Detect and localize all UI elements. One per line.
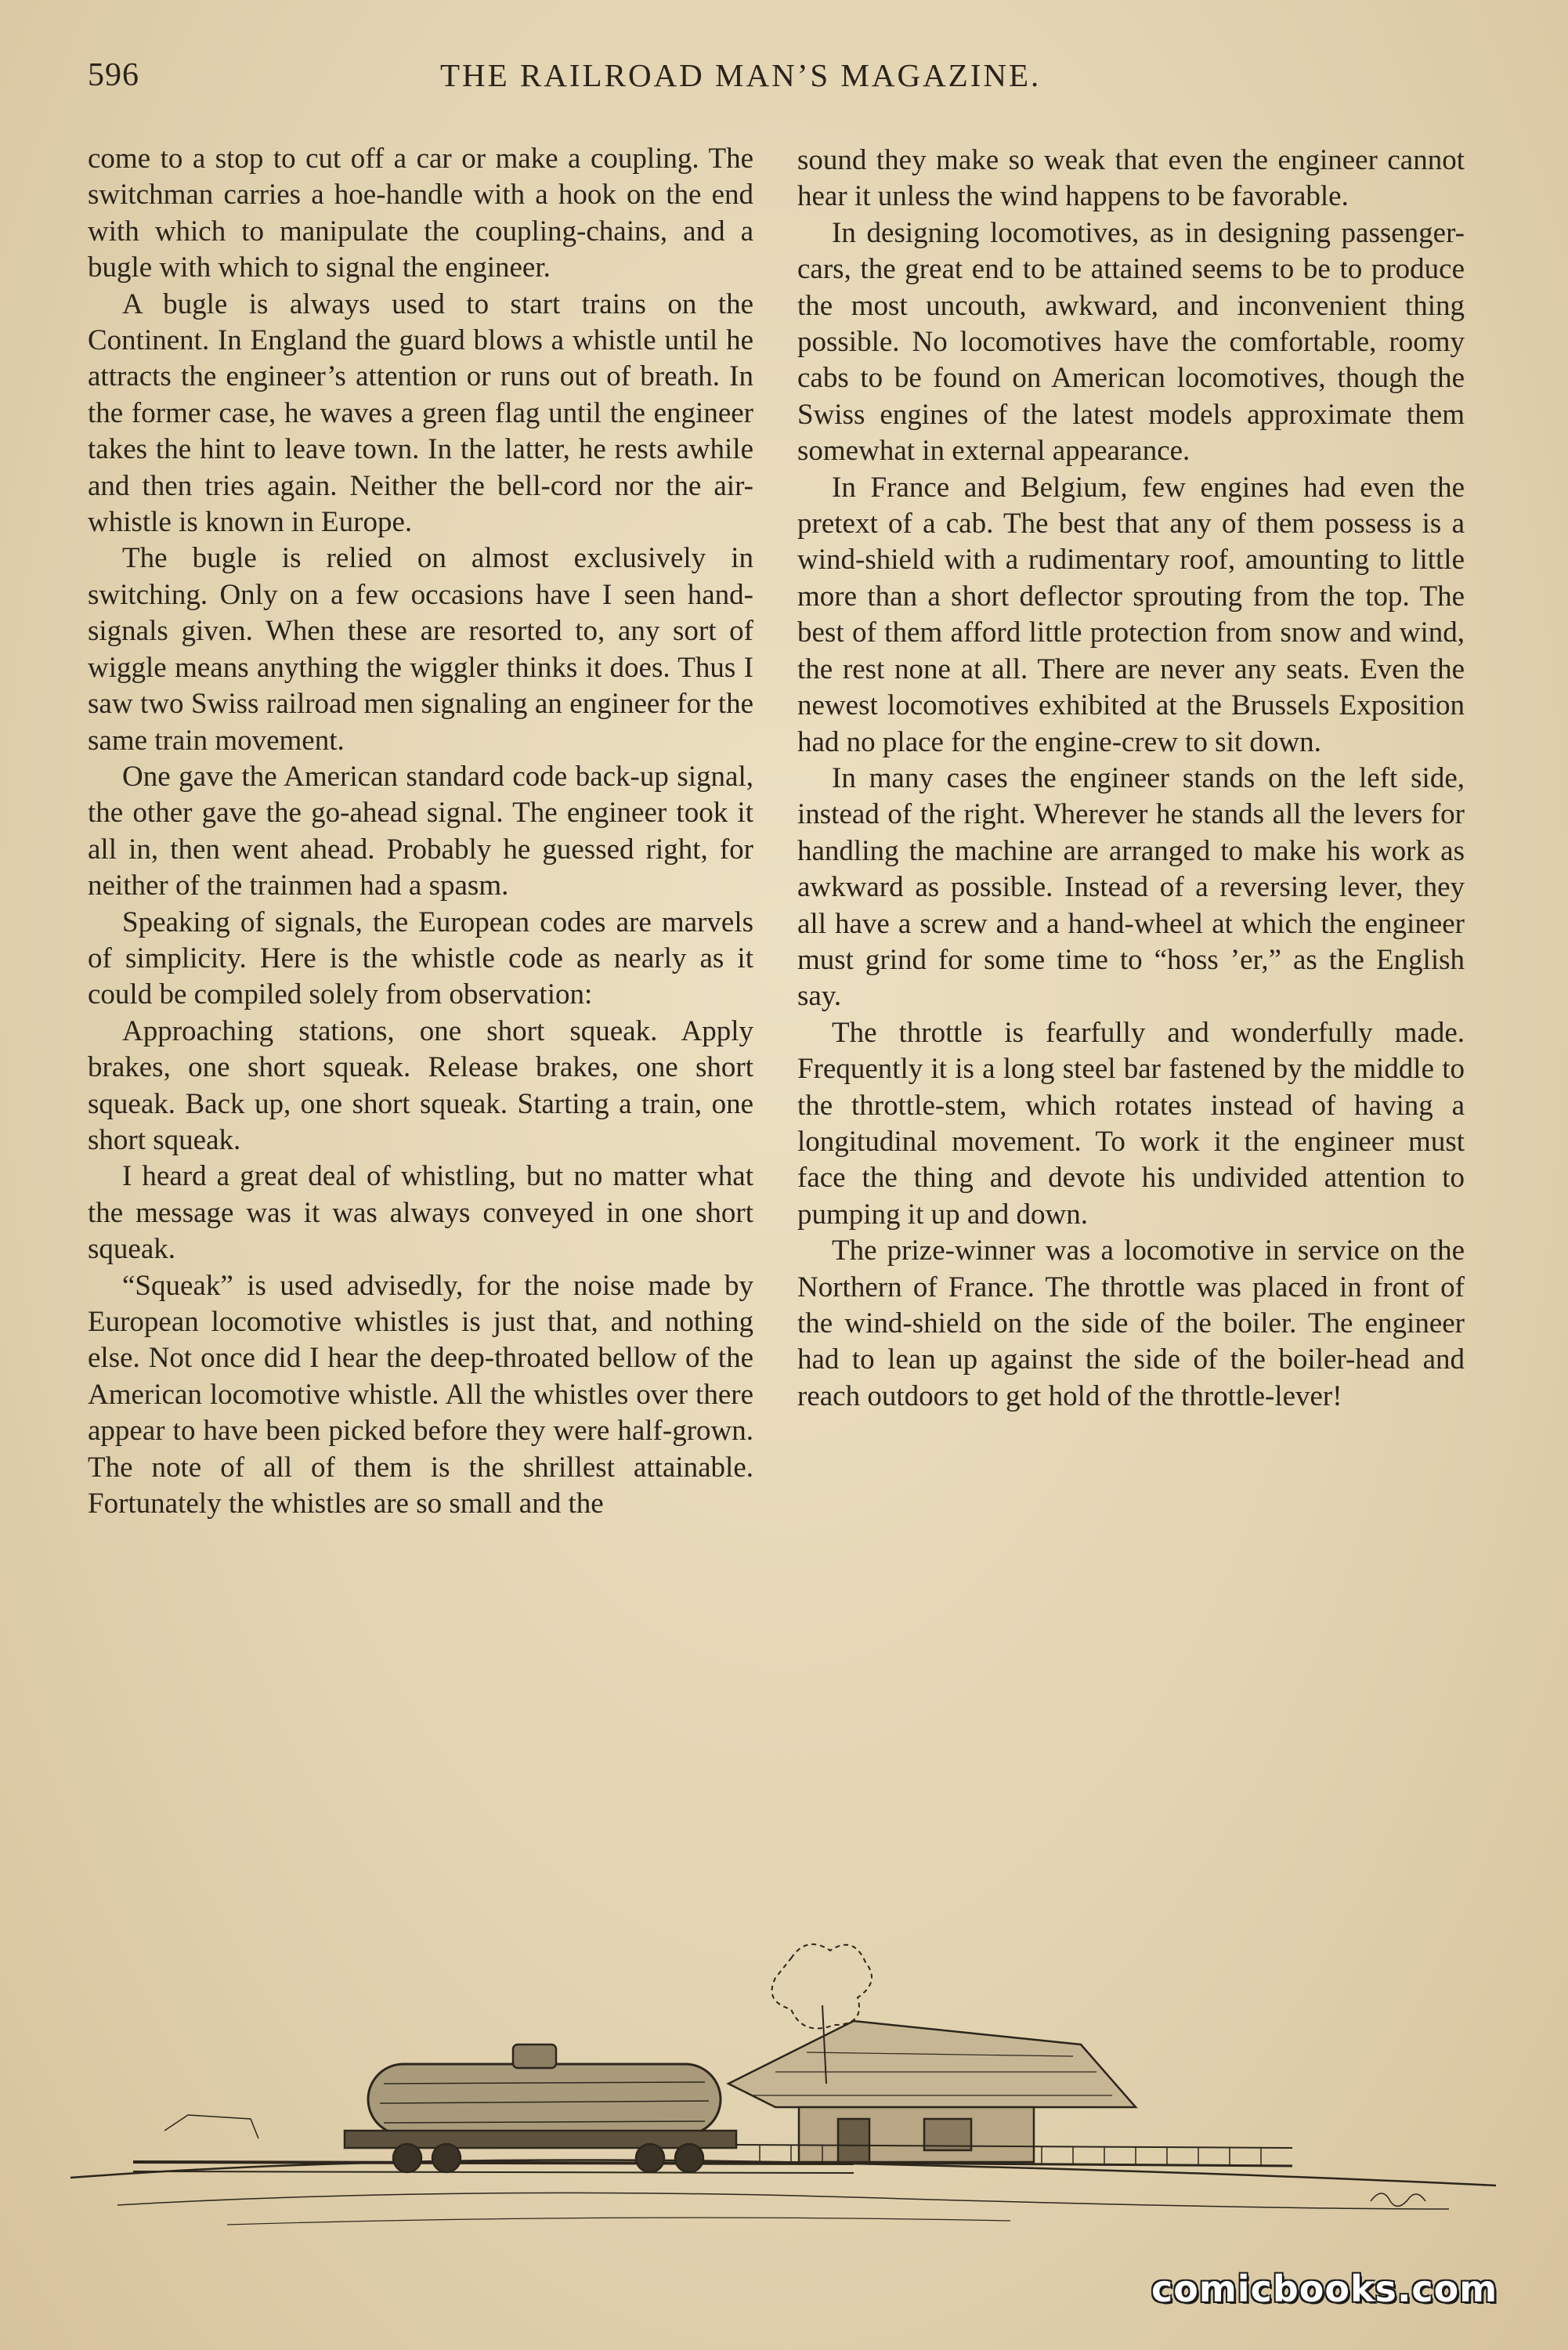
paragraph: The throttle is fearfully and wonderfully made. Frequently it is a long steel bar fastened by the middle to the throttle-stem, which rotates instead of having a longitudinal movement. To work it the engineer must face the thing and devote his undivided attention to pumping it up and down. [797, 1016, 1465, 1231]
railroad-illustration [70, 1896, 1496, 2240]
paragraph: The prize-winner was a locomotive in service on the Northern of France. The throttle was placed in front of the wind-shield on the side of the boiler. The engineer had to lean up against the side of the boiler-head and reach outdoors to get hold of the throttle-lever! [797, 1235, 1465, 1412]
watermark-logo: comicbooks.com [1151, 2268, 1498, 2310]
paragraph: “Squeak” is used advisedly, for the noise made by European locomotive whistles is just that, and nothing else. Not once did I hear the deep-throated bellow of the American locomotive whistle. All the whistles over there appear to have been picked before they were half-grown. The note of all of them is the shrillest attainable. Fortunately the whistles are so small and the [88, 1269, 753, 1520]
paragraph: A bugle is always used to start trains on the Continent. In England the guard blows a whistle until he attracts the engineer’s attention or runs out of breath. In the former case, he waves a green flag until the engineer takes the hint to leave town. In the latter, he rests awhile and then tries again. Neither the bell-cord nor the air-whistle is known in Europe. [88, 287, 753, 539]
right-column [797, 143, 1465, 1415]
paragraph: Approaching stations, one short squeak. Apply brakes, one short squeak. Release brakes, one short squeak. Back up, one short squeak. Starting a train, one short squeak. [88, 1014, 753, 1156]
tank-car-and-station-drawing [70, 1896, 1496, 2240]
paragraph: In France and Belgium, few engines had even the pretext of a cab. The best that any of them possess is a wind-shield with a rudimentary roof, amounting to little more than a short deflector sprouting from the top. The best of them afford little protection from snow and wind, the rest none at all. There are never any seats. Even the newest locomotives exhibited at the Brussels Exposition had no place for the engine-crew to sit down. [797, 471, 1465, 758]
paragraph: One gave the American standard code back-up signal, the other gave the go-ahead signal. The engineer took it all in, then went ahead. Probably he guessed right, for neither of the trainmen had a spasm. [88, 760, 753, 902]
left-column [88, 141, 753, 1522]
paragraph: sound they make so weak that even the engineer cannot hear it unless the wind happens to be favorable. [797, 144, 1465, 213]
paragraph: In many cases the engineer stands on the left side, instead of the right. Wherever he stands all the levers for handling the machine are arranged to make his work as awkward as possible. Instead of a reversing lever, they all have a screw and a hand-wheel at which the engineer must grind for some time to “hoss ’er,” as the English say. [797, 761, 1465, 1013]
page-number: 596 [88, 57, 139, 93]
paragraph: I heard a great deal of whistling, but no matter what the message was it was always conveyed in one short squeak. [88, 1160, 753, 1266]
paragraph: The bugle is relied on almost exclusively in switching. Only on a few occasions have I seen hand-signals given. When these are resorted to, any sort of wiggle means anything the wiggler thinks it does. Thus I saw two Swiss railroad men signaling an engineer for the same train movement. [88, 542, 753, 757]
paragraph: In designing locomotives, as in designing passenger-cars, the great end to be attained seems to be to produce the most uncouth, awkward, and inconvenient thing possible. No locomotives have the comfortable, roomy cabs to be found on American locomotives, though the Swiss engines of the latest models approximate them somewhat in external appearance. [797, 216, 1465, 468]
paragraph: Speaking of signals, the European codes are marvels of simplicity. Here is the whistle code as nearly as it could be compiled solely from observation: [88, 906, 753, 1011]
paragraph: come to a stop to cut off a car or make a coupling. The switchman carries a hoe-handle with a hook on the end with which to manipulate the coupling-chains, and a bugle with which to signal the engineer. [88, 143, 753, 284]
page-header [88, 56, 1498, 103]
running-title: THE RAILROAD MAN’S MAGAZINE. [440, 57, 1042, 93]
